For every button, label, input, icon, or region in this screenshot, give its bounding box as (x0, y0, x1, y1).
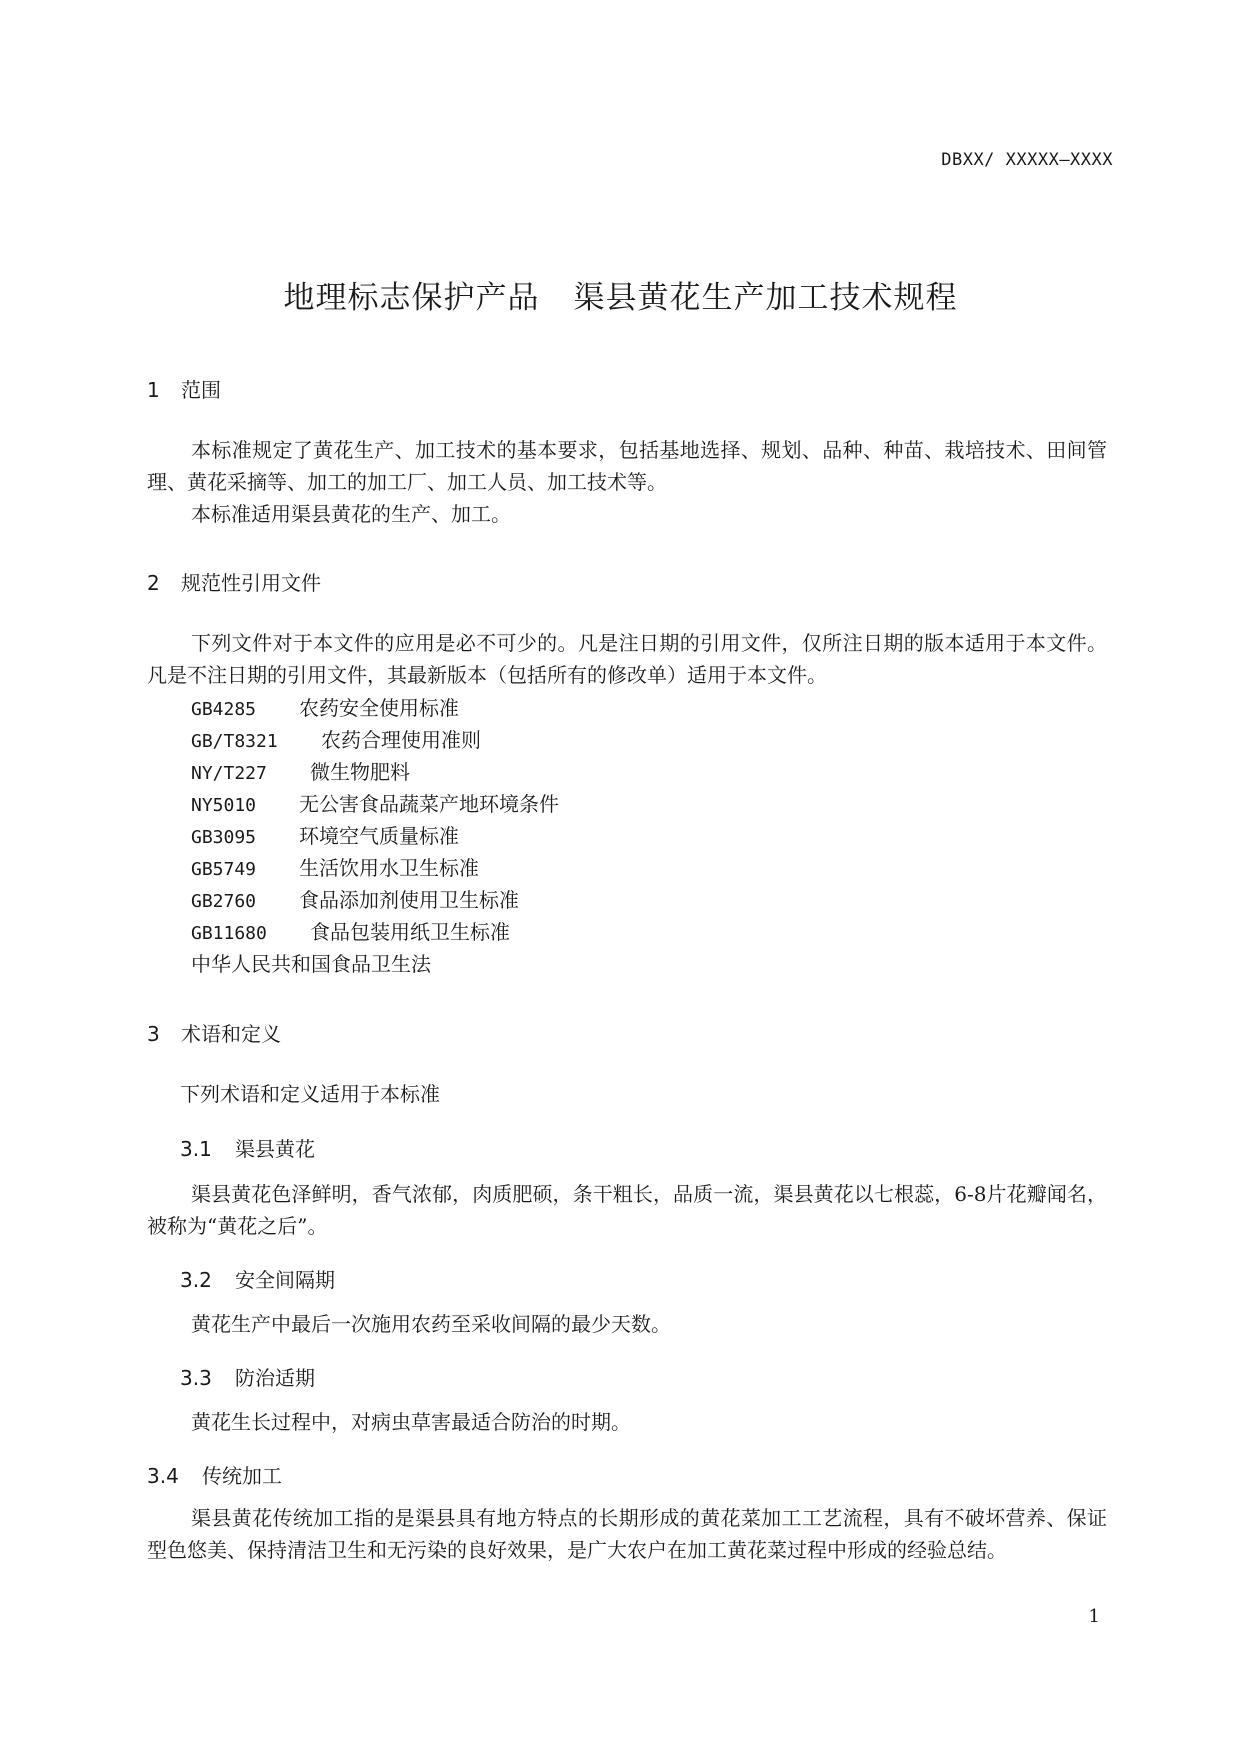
section-1-heading: 1 范围 (147, 378, 221, 402)
section-3-intro: 下列术语和定义适用于本标准 (180, 1082, 440, 1106)
section-2-heading: 2 规范性引用文件 (147, 571, 321, 595)
section-3-heading: 3 术语和定义 (147, 1022, 281, 1046)
reference-item: GB11680 食品包装用纸卫生标准 (191, 920, 510, 944)
document-code: DBXX/ XXXXX—XXXX (941, 150, 1113, 170)
title-part-1: 地理标志保护产品 (283, 280, 540, 316)
section-1-paragraph-2: 本标准适用渠县黄花的生产、加工。 (191, 502, 511, 526)
subsection-3-2-heading: 3.2 安全间隔期 (180, 1268, 335, 1292)
reference-item: NY/T227 微生物肥料 (191, 760, 410, 784)
reference-law: 中华人民共和国食品卫生法 (191, 952, 431, 976)
subsection-3-1-heading: 3.1 渠县黄花 (180, 1137, 315, 1161)
title-part-2: 渠县黄花生产加工技术规程 (573, 280, 958, 316)
reference-item: GB5749 生活饮用水卫生标准 (191, 856, 479, 880)
reference-item: GB2760 食品添加剂使用卫生标准 (191, 888, 519, 912)
page-number: 1 (1088, 1606, 1100, 1627)
subsection-3-4-text: 渠县黄花传统加工指的是渠县具有地方特点的长期形成的黄花菜加工工艺流程，具有不破坏营养、保证型色悠美、保持清洁卫生和无污染的良好效果，是广大农户在加工黄花菜过程中形成的经验总结。 (147, 1506, 1107, 1562)
subsection-3-2-text: 黄花生产中最后一次施用农药至采收间隔的最少天数。 (191, 1312, 671, 1336)
subsection-3-3-heading: 3.3 防治适期 (180, 1366, 315, 1390)
document-title (0, 272, 1241, 317)
subsection-3-4-heading: 3.4 传统加工 (147, 1464, 282, 1488)
reference-item: GB4285 农药安全使用标准 (191, 696, 459, 720)
reference-item: GB/T8321 农药合理使用准则 (191, 728, 481, 752)
subsection-3-1-text: 渠县黄花色泽鲜明，香气浓郁，肉质肥硕，条干粗长，品质一流，渠县黄花以七根蕊，6-8片花瓣闻名，被称为“黄花之后”。 (147, 1182, 1107, 1238)
reference-item: GB3095 环境空气质量标准 (191, 824, 459, 848)
section-2-paragraph-1: 下列文件对于本文件的应用是必不可少的。凡是注日期的引用文件，仅所注日期的版本适用于本文件。凡是不注日期的引用文件，其最新版本（包括所有的修改单）适用于本文件。 (147, 631, 1107, 687)
section-1-paragraph-1: 本标准规定了黄花生产、加工技术的基本要求，包括基地选择、规划、品种、种苗、栽培技术、田间管理、黄花采摘等、加工的加工厂、加工人员、加工技术等。 (147, 438, 1107, 494)
reference-item: NY5010 无公害食品蔬菜产地环境条件 (191, 792, 559, 816)
subsection-3-3-text: 黄花生长过程中，对病虫草害最适合防治的时期。 (191, 1410, 631, 1434)
